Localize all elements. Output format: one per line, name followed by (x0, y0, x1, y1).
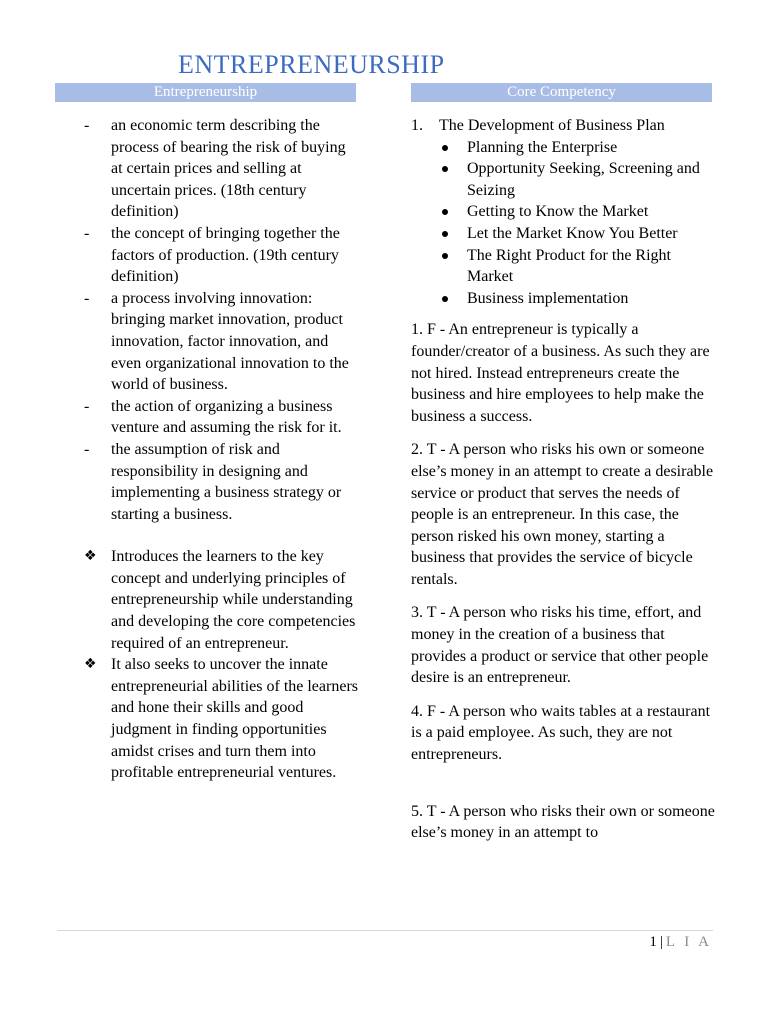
core-heading-text: The Development of Business Plan (439, 117, 665, 134)
list-item (411, 158, 716, 201)
list-item (411, 137, 716, 159)
list-item (84, 223, 359, 288)
list-item (84, 288, 359, 396)
list-item-text: Business implementation (467, 289, 629, 307)
dash-marker: - (84, 440, 90, 458)
list-item (84, 546, 359, 654)
list-item-text: Let the Market Know You Better (467, 224, 678, 242)
list-item (84, 396, 359, 439)
left-column-header: Entrepreneurship (55, 83, 356, 102)
core-competency-bullets (411, 137, 716, 310)
right-column (411, 115, 716, 844)
list-item-text: The Right Product for the Right Market (467, 246, 671, 286)
list-item-text: Getting to Know the Market (467, 203, 649, 221)
footer-divider (57, 930, 713, 931)
list-item (411, 223, 716, 245)
list-item (411, 245, 716, 288)
list-item-text: the concept of bringing together the factors of production. (19th century definition) (111, 224, 340, 286)
list-item-text: the action of organizing a business venture and assuming the risk for it. (111, 397, 342, 437)
diamond-bullet-icon: ❖ (84, 548, 97, 565)
bullet-icon (442, 231, 448, 237)
list-item (84, 115, 359, 223)
dash-marker: - (84, 224, 90, 242)
dash-marker: - (84, 117, 90, 134)
list-item-text: Introduces the learners to the key concept and underlying principles of entrepreneurship while understanding and developing the core competencies required of an entrepreneur. (111, 548, 356, 652)
list-item-text: Opportunity Seeking, Screening and Seizing (467, 160, 700, 199)
list-item (411, 201, 716, 223)
objectives-list (84, 546, 359, 784)
list-item-text: It also seeks to uncover the innate entrepreneurial abilities of the learners and hone their skills and good judgment in finding opportunities amidst crises and turn them into profitable entrepreneurial ventures. (111, 656, 358, 782)
left-column (84, 115, 359, 784)
list-item-text: an economic term describing the process of bearing the risk of buying at certain prices and selling at uncertain prices. (18th century definition) (111, 117, 346, 221)
definitions-list (84, 115, 359, 525)
document-title: ENTREPRENEURSHIP (178, 50, 445, 79)
list-item-text: the assumption of risk and responsibility in designing and implementing a business strategy or starting a business. (111, 440, 342, 523)
answer-paragraph: 4. F - A person who waits tables at a restaurant is a paid employee. As such, they are not entrepreneurs. (411, 702, 711, 764)
list-item-text: Planning the Enterprise (467, 138, 618, 156)
bullet-icon (442, 166, 448, 172)
list-item-text: a process involving innovation: bringing market innovation, product innovation, factor innovation, and even organizational innovation to the world of business. (111, 289, 349, 394)
answer-paragraph: 1. F - An entrepreneur is typically a founder/creator of a business. As such they are not hired. Instead entrepreneurs create the business and hire employees to help make the business a success. (411, 321, 710, 425)
list-item (411, 288, 716, 310)
page-footer (649, 934, 712, 951)
bullet-icon (442, 145, 448, 151)
core-competency-heading (411, 115, 716, 137)
list-item (84, 654, 359, 784)
dash-marker: - (84, 397, 90, 415)
answer-paragraph: 5. T - A person who risks their own or someone else’s money in an attempt to (411, 802, 715, 842)
right-column-header: Core Competency (411, 83, 712, 102)
bullet-icon (442, 209, 448, 215)
footer-separator: | (659, 934, 663, 950)
list-number: 1. (411, 117, 423, 134)
dash-marker: - (84, 289, 90, 307)
answer-paragraph: 3. T - A person who risks his time, effort, and money in the creation of a business that provides a product or service that other people desire is an entrepreneur. (411, 604, 709, 687)
diamond-bullet-icon: ❖ (84, 656, 97, 673)
bullet-icon (442, 296, 448, 302)
footer-label: L I A (665, 934, 712, 950)
bullet-icon (442, 253, 448, 259)
list-item (84, 439, 359, 525)
page-number: 1 (649, 934, 657, 950)
answer-paragraph: 2. T - A person who risks his own or someone else’s money in an attempt to create a desirable service or product that serves the needs of people is an entrepreneur. In this case, the person risked his own money, starting a business that provides the service of bicycle rentals. (411, 441, 714, 588)
